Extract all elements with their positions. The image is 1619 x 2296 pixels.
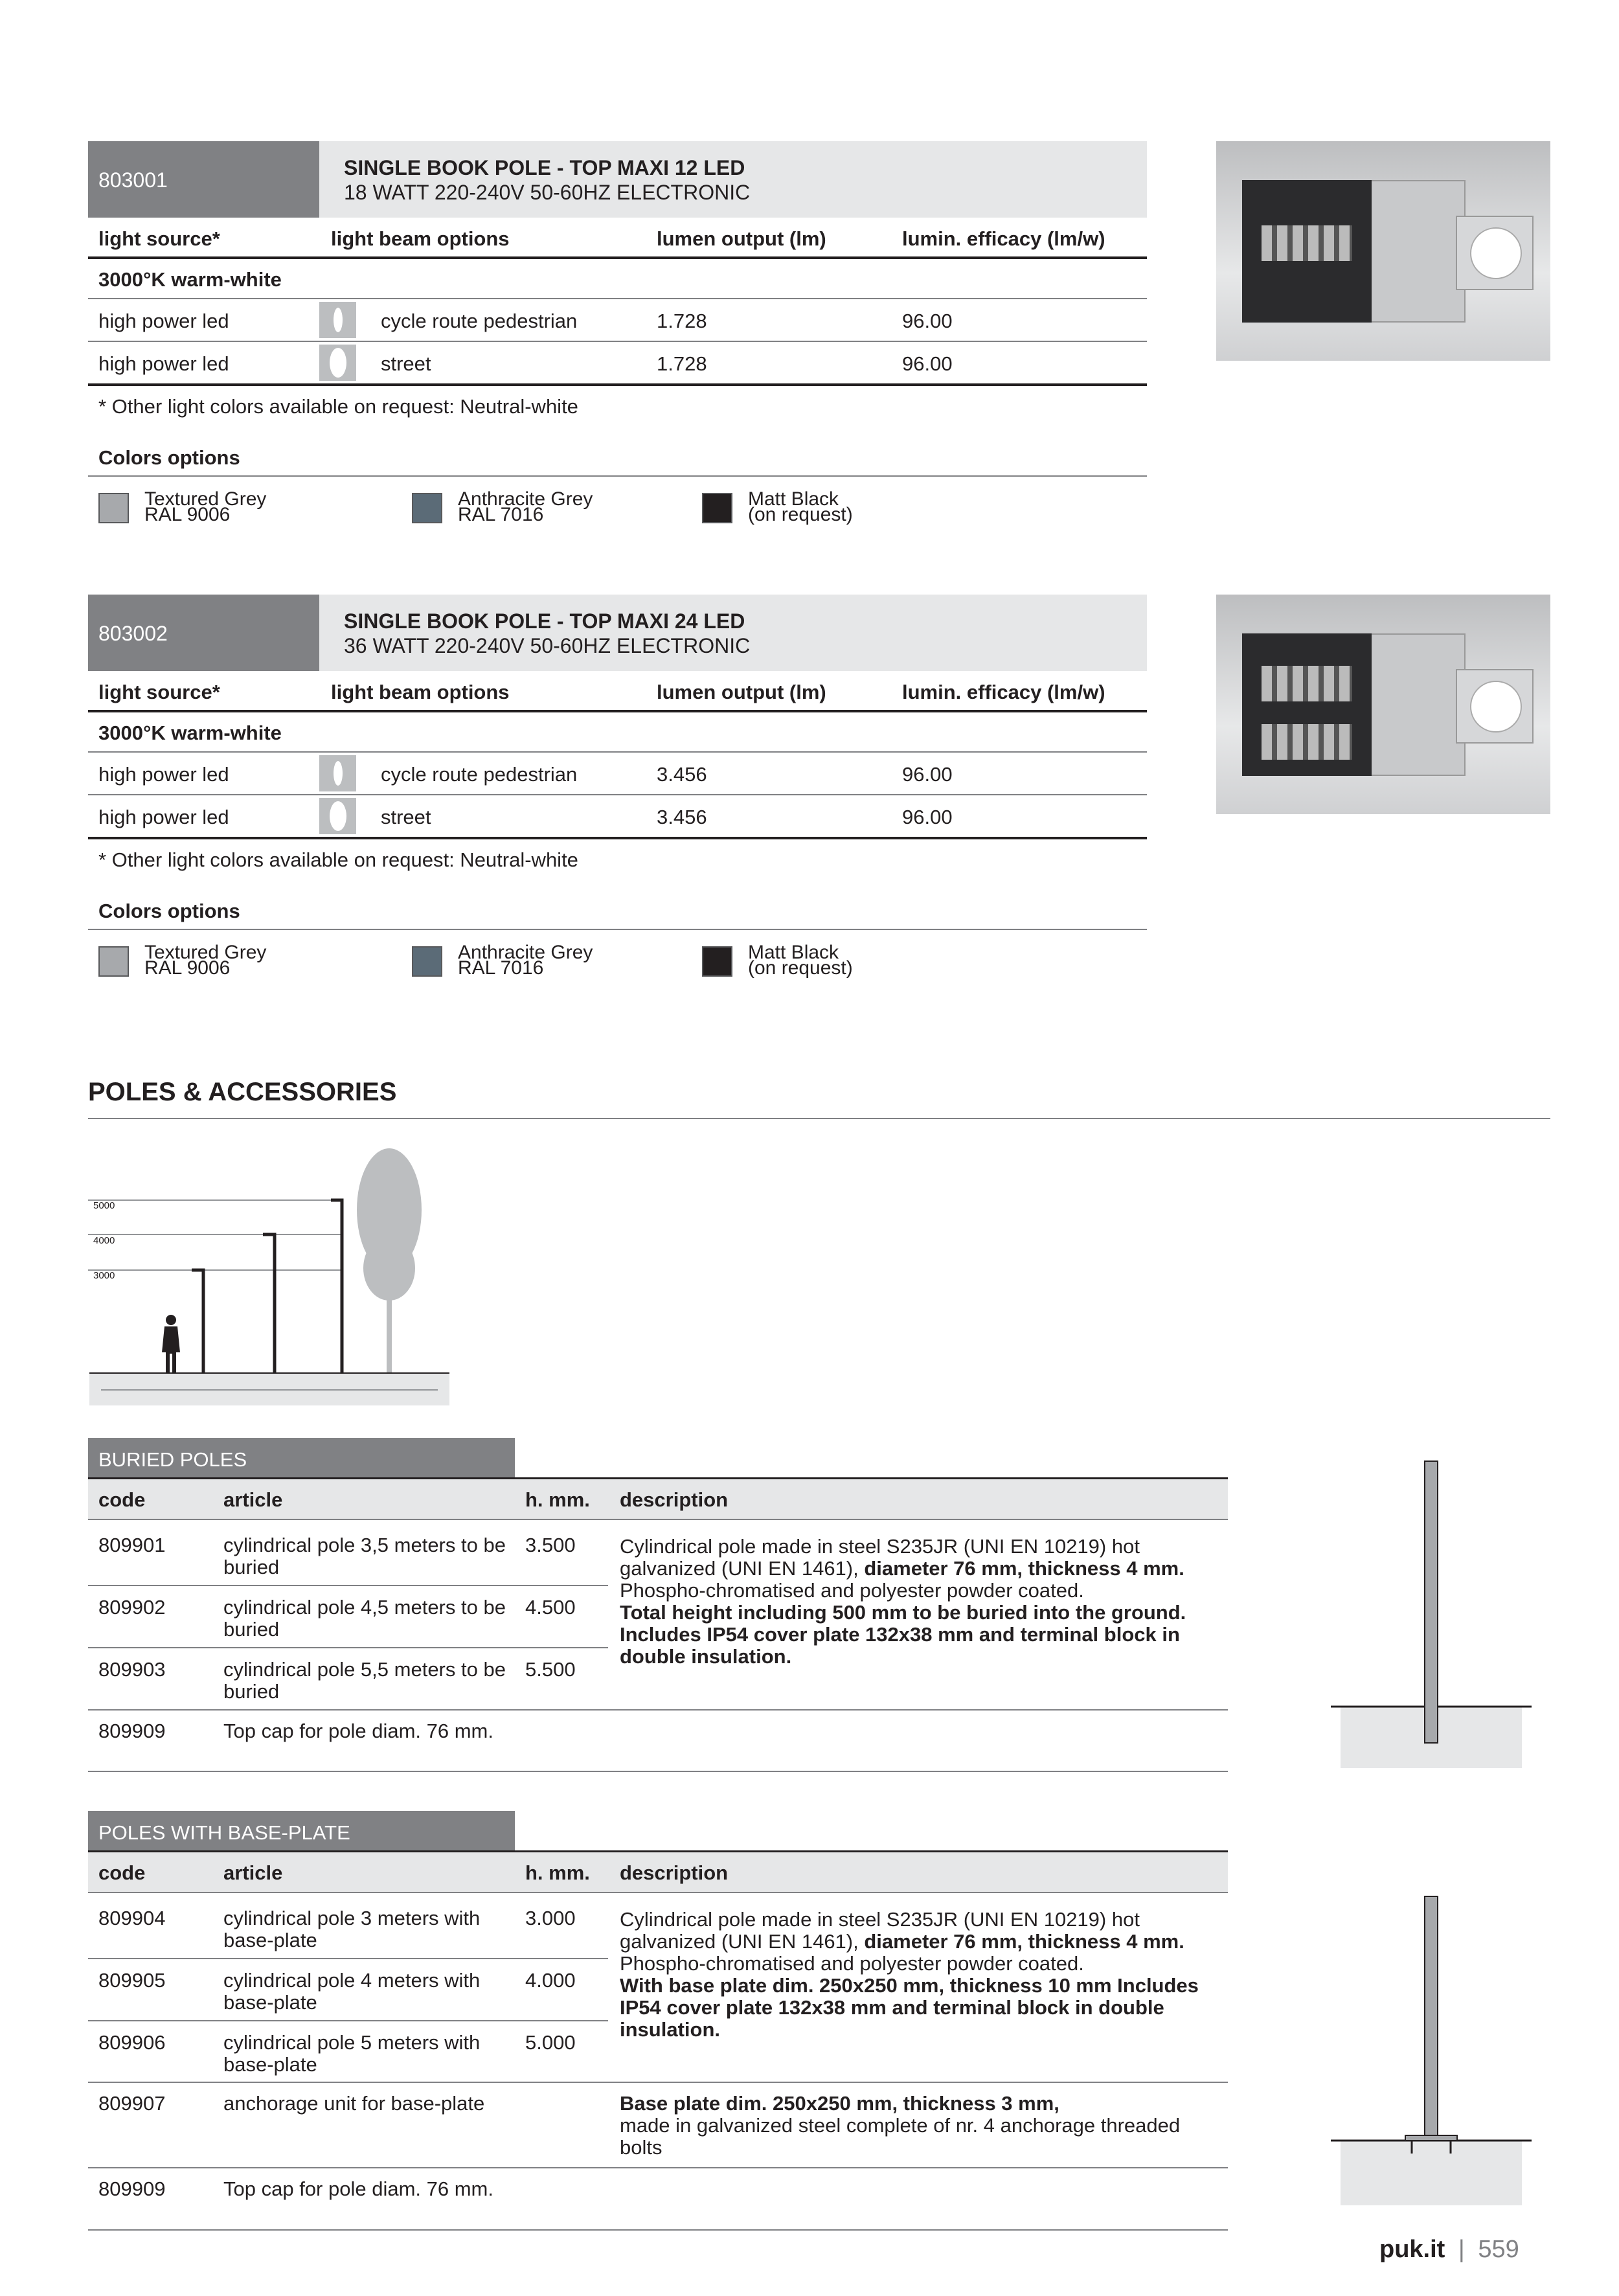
product-block: 803001 SINGLE BOOK POLE - TOP MAXI 12 LED 18 WATT 220-240V 50-60HZ ELECTRONIC light source* light beam options lumen output (lm) lumin. efficacy (lm/w) 3000°K warm-white high power led cycle route pedestrian 1.728 96.00 high power led street 1.728 96.00 * Other light colors available on request: Neutral-white Colors options Textured Grey RAL 9006 Anthracite Grey RAL 7016 Matt Black (on request) <box>88 141 1147 543</box>
product-title: SINGLE BOOK POLE - TOP MAXI 12 LED 18 WATT 220-240V 50-60HZ ELECTRONIC <box>319 141 1147 218</box>
product-block: 803002 SINGLE BOOK POLE - TOP MAXI 24 LED 36 WATT 220-240V 50-60HZ ELECTRONIC light source* light beam options lumen output (lm) lumin. efficacy (lm/w) 3000°K warm-white high power led cycle route pedestrian 3.456 96.00 high power led street 3.456 96.00 * Other light colors available on request: Neutral-white Colors options Textured Grey RAL 9006 Anthracite Grey RAL 7016 Matt Black (on request) <box>88 595 1147 996</box>
footnote: * Other light colors available on request: Neutral-white <box>98 395 578 418</box>
col-code: code <box>98 1488 146 1511</box>
anchor-article: anchorage unit for base-plate <box>223 2092 485 2115</box>
product-image <box>1216 141 1550 361</box>
divider <box>88 1118 1550 1119</box>
col-article: article <box>223 1861 283 1884</box>
col-height: h. mm. <box>525 1861 590 1884</box>
height-label-3000: 3000 <box>93 1270 115 1281</box>
buried-poles-tab: BURIED POLES <box>88 1438 515 1479</box>
baseplate-poles-tab: POLES WITH BASE-PLATE <box>88 1811 515 1852</box>
section-title: POLES & ACCESSORIES <box>88 1078 397 1106</box>
color-swatch <box>98 946 129 977</box>
col-efficacy: lumin. efficacy (lm/w) <box>902 681 1105 703</box>
height-label-4000: 4000 <box>93 1235 115 1246</box>
col-lumen: lumen output (lm) <box>657 681 826 703</box>
color-swatch <box>702 493 732 523</box>
col-description: description <box>620 1488 729 1511</box>
buried-description: Cylindrical pole made in steel S235JR (UNI EN 10219) hot galvanized (UNI EN 1461), diameter 76 mm, thickness 4 mm. Phospho-chromatised and polyester powder coated. Total height including 500 mm to be buried into the ground. Includes IP54 cover plate 132x38 mm and terminal block in double insulation. <box>620 1535 1186 1668</box>
separator: | <box>1458 2236 1465 2263</box>
street-beam-icon <box>319 798 356 834</box>
footnote: * Other light colors available on request: Neutral-white <box>98 848 578 871</box>
pole-height-diagram <box>88 1145 457 1411</box>
col-light-source: light source* <box>98 681 220 703</box>
person-icon <box>162 1315 180 1373</box>
group-label: 3000°K warm-white <box>98 722 282 744</box>
color-label: Anthracite Grey RAL 7016 <box>458 488 593 525</box>
colors-title: Colors options <box>98 446 240 469</box>
col-lumen: lumen output (lm) <box>657 227 826 250</box>
color-label: Matt Black (on request) <box>748 488 853 525</box>
cap-code: 809909 <box>98 2177 166 2200</box>
col-article: article <box>223 1488 283 1511</box>
col-code: code <box>98 1861 146 1884</box>
footer <box>1379 2236 1519 2264</box>
site-link[interactable]: puk.it <box>1379 2236 1445 2263</box>
tree-icon <box>357 1148 422 1373</box>
street-beam-icon <box>319 345 356 381</box>
baseplate-poles-table: code article h. mm. description 809904 cylindrical pole 3 meters with base-plate 3.000 809905 cylindrical pole 4 meters with base-plate 4.000 809906 cylindrical pole 5 meters with base-plate 5.000 Cylindrical pole made in steel S235JR (UNI EN 10219) hot galvanized (UNI EN 1461), diameter 76 mm, thickness 4 mm. Phospho-chromatised and polyester powder coated. With base plate dim. 250x250 mm, thickness 10 mm Includes IP54 cover plate 132x38 mm and terminal block in double insulation. 809907 anchorage unit for base-plate Base plate dim. 250x250 mm, thickness 3 mm, made in galvanized steel complete of nr. 4 anchorage threaded bolts 809909 Top cap for pole diam. 76 mm. <box>88 1850 1228 2239</box>
anchor-code: 809907 <box>98 2092 166 2115</box>
group-label: 3000°K warm-white <box>98 268 282 291</box>
color-label: Matt Black (on request) <box>748 942 853 979</box>
col-beam: light beam options <box>331 227 510 250</box>
pedestrian-beam-icon <box>319 755 356 791</box>
height-label-5000: 5000 <box>93 1200 115 1211</box>
product-code: 803002 <box>88 595 319 671</box>
page-number: 559 <box>1478 2236 1519 2263</box>
color-label: Textured Grey RAL 9006 <box>144 488 267 525</box>
baseplate-pole-drawing <box>1328 1894 1535 2212</box>
baseplate-description: Cylindrical pole made in steel S235JR (UNI EN 10219) hot galvanized (UNI EN 1461), diameter 76 mm, thickness 4 mm. Phospho-chromatised and polyester powder coated. With base plate dim. 250x250 mm, thickness 10 mm Includes IP54 cover plate 132x38 mm and terminal block in double insulation. <box>620 1908 1199 2041</box>
pedestrian-beam-icon <box>319 302 356 338</box>
cap-code: 809909 <box>98 1720 166 1742</box>
colors-title: Colors options <box>98 900 240 922</box>
col-efficacy: lumin. efficacy (lm/w) <box>902 227 1105 250</box>
color-swatch <box>412 493 442 523</box>
buried-poles-table: code article h. mm. description 809901 cylindrical pole 3,5 meters to be buried 3.500 809902 cylindrical pole 4,5 meters to be buried 4.500 809903 cylindrical pole 5,5 meters to be buried 5.500 Cylindrical pole made in steel S235JR (UNI EN 10219) hot galvanized (UNI EN 1461), diameter 76 mm, thickness 4 mm. Phospho-chromatised and polyester powder coated. Total height including 500 mm to be buried into the ground. Includes IP54 cover plate 132x38 mm and terminal block in double insulation. 809909 Top cap for pole diam. 76 mm. <box>88 1477 1228 1775</box>
cap-article: Top cap for pole diam. 76 mm. <box>223 2177 493 2200</box>
color-swatch <box>702 946 732 977</box>
col-description: description <box>620 1861 729 1884</box>
product-code: 803001 <box>88 141 319 218</box>
color-swatch <box>98 493 129 523</box>
col-height: h. mm. <box>525 1488 590 1511</box>
cap-article: Top cap for pole diam. 76 mm. <box>223 1720 493 1742</box>
color-label: Anthracite Grey RAL 7016 <box>458 942 593 979</box>
col-beam: light beam options <box>331 681 510 703</box>
product-image <box>1216 595 1550 814</box>
product-title: SINGLE BOOK POLE - TOP MAXI 24 LED 36 WATT 220-240V 50-60HZ ELECTRONIC <box>319 595 1147 671</box>
color-label: Textured Grey RAL 9006 <box>144 942 267 979</box>
anchor-description: Base plate dim. 250x250 mm, thickness 3 mm, made in galvanized steel complete of nr. 4 anchorage threaded bolts <box>620 2092 1181 2159</box>
buried-pole-drawing <box>1328 1457 1535 1775</box>
color-swatch <box>412 946 442 977</box>
col-light-source: light source* <box>98 227 220 250</box>
